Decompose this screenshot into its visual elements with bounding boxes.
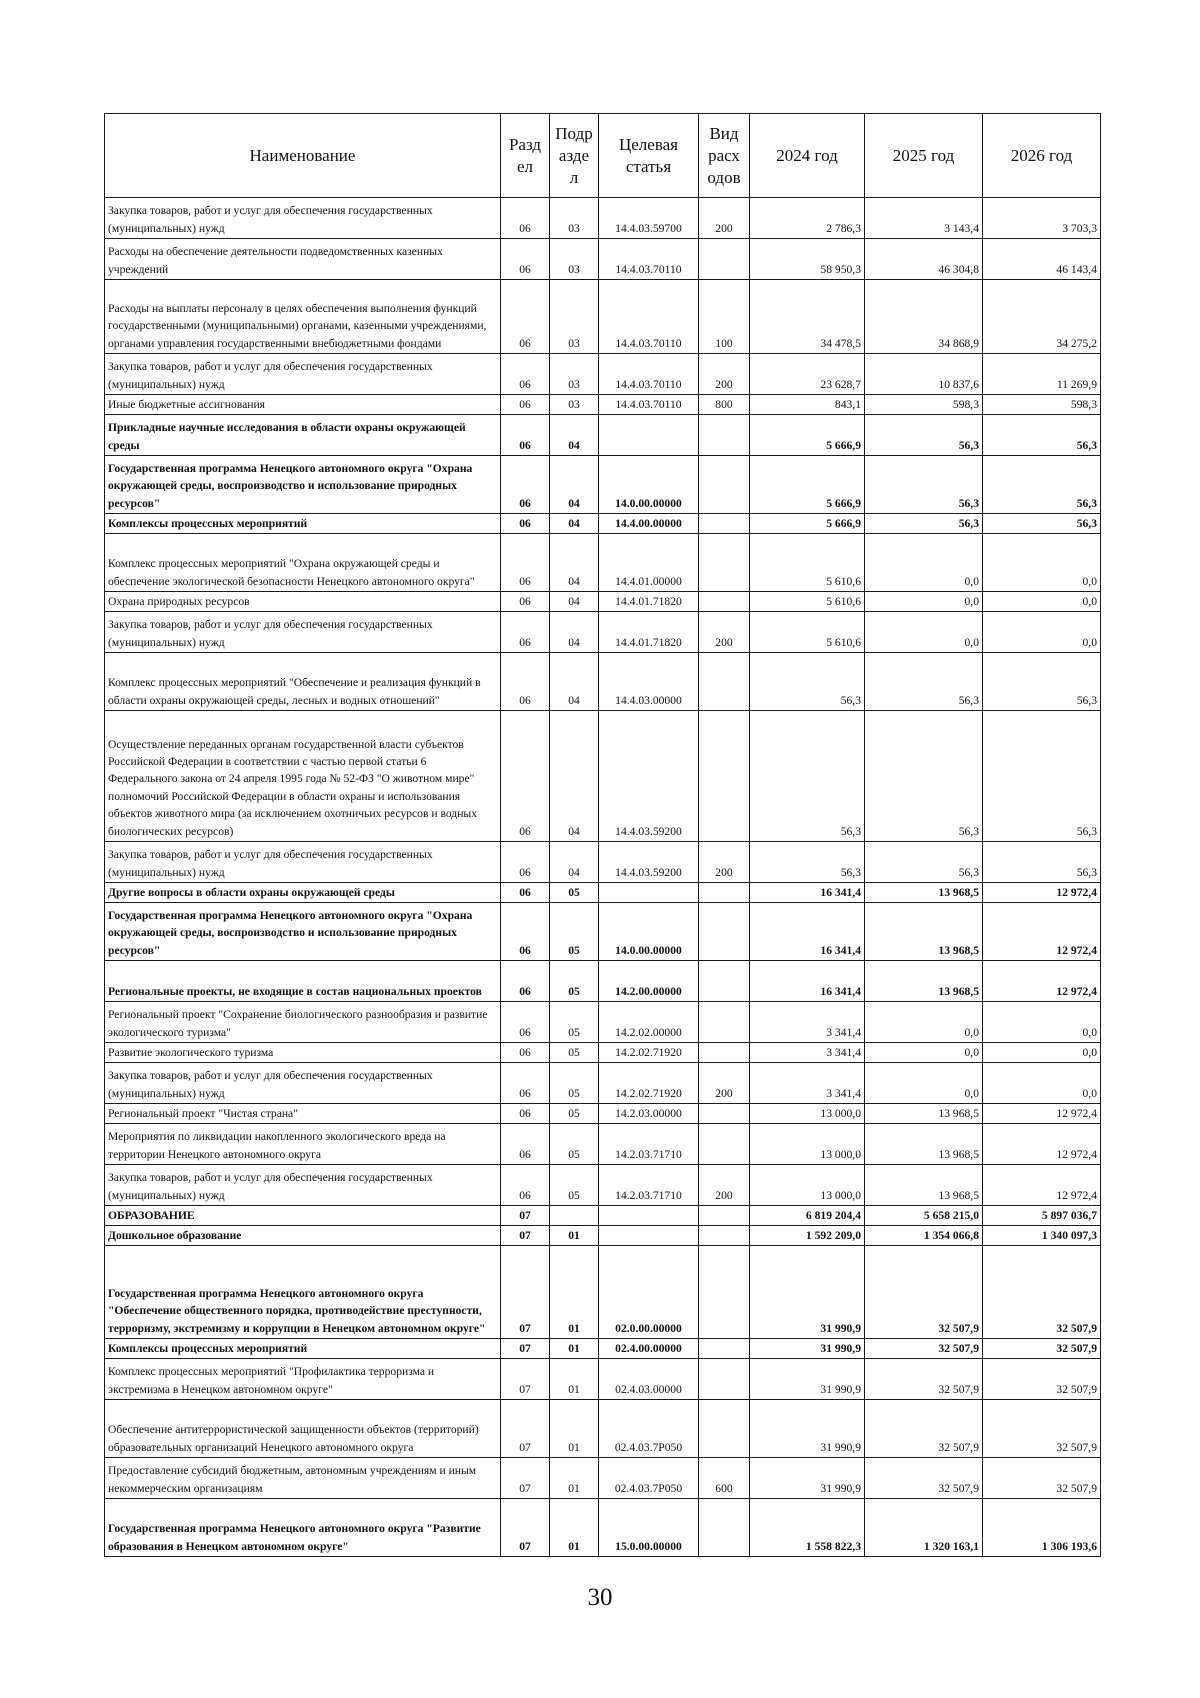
row-subsection: 01 — [550, 1359, 599, 1400]
row-section: 07 — [501, 1246, 550, 1339]
row-value-2024: 31 990,9 — [750, 1458, 865, 1499]
row-expense-type — [699, 1226, 750, 1246]
row-subsection — [550, 1206, 599, 1226]
row-value-2024: 3 341,4 — [750, 1043, 865, 1063]
row-expense-type — [699, 1206, 750, 1226]
row-target-item: 14.4.03.70110 — [599, 239, 699, 280]
row-value-2026: 1 306 193,6 — [983, 1499, 1101, 1557]
row-value-2024: 56,3 — [750, 842, 865, 883]
row-section: 06 — [501, 1002, 550, 1043]
row-value-2026: 56,3 — [983, 842, 1101, 883]
row-value-2024: 31 990,9 — [750, 1400, 865, 1458]
table-row — [105, 612, 1101, 653]
row-value-2026: 11 269,9 — [983, 354, 1101, 395]
row-value-2025: 1 320 163,1 — [865, 1499, 983, 1557]
row-section: 06 — [501, 883, 550, 903]
table-row — [105, 1104, 1101, 1124]
row-section: 06 — [501, 711, 550, 842]
row-value-2025: 0,0 — [865, 1002, 983, 1043]
row-target-item: 02.4.00.00000 — [599, 1339, 699, 1359]
row-section: 06 — [501, 1165, 550, 1206]
row-subsection: 04 — [550, 842, 599, 883]
row-expense-type — [699, 592, 750, 612]
row-target-item — [599, 883, 699, 903]
table-row — [105, 842, 1101, 883]
table-row — [105, 1165, 1101, 1206]
row-subsection: 03 — [550, 395, 599, 415]
row-value-2025: 56,3 — [865, 415, 983, 456]
row-section: 06 — [501, 903, 550, 961]
row-value-2026: 5 897 036,7 — [983, 1206, 1101, 1226]
row-name: Комплекс процессных мероприятий "Обеспечение и реализация функций в области охраны окружающей среды, лесных и водных отношений" — [105, 653, 501, 711]
header-2025: 2025 год — [865, 114, 983, 198]
row-subsection: 04 — [550, 592, 599, 612]
row-target-item — [599, 415, 699, 456]
table-row — [105, 198, 1101, 239]
row-value-2024: 5 666,9 — [750, 456, 865, 514]
row-target-item: 14.2.00.00000 — [599, 961, 699, 1002]
row-value-2026: 12 972,4 — [983, 1165, 1101, 1206]
header-subsection: Подр азде л — [550, 114, 599, 198]
row-value-2026: 0,0 — [983, 1043, 1101, 1063]
row-value-2025: 32 507,9 — [865, 1246, 983, 1339]
row-value-2026: 56,3 — [983, 514, 1101, 534]
row-value-2025: 13 968,5 — [865, 1104, 983, 1124]
table-row — [105, 280, 1101, 354]
header-expense-type: Вид расх одов — [699, 114, 750, 198]
row-value-2024: 5 610,6 — [750, 592, 865, 612]
table-row — [105, 653, 1101, 711]
row-expense-type: 200 — [699, 1063, 750, 1104]
row-value-2026: 56,3 — [983, 653, 1101, 711]
row-value-2024: 5 610,6 — [750, 534, 865, 592]
row-name: Закупка товаров, работ и услуг для обеспечения государственных (муниципальных) нужд — [105, 842, 501, 883]
row-expense-type: 200 — [699, 1165, 750, 1206]
row-value-2025: 5 658 215,0 — [865, 1206, 983, 1226]
table-row — [105, 1206, 1101, 1226]
row-target-item: 14.2.02.71920 — [599, 1063, 699, 1104]
row-value-2024: 3 341,4 — [750, 1002, 865, 1043]
row-target-item: 14.4.01.00000 — [599, 534, 699, 592]
row-target-item: 02.0.00.00000 — [599, 1246, 699, 1339]
row-value-2026: 12 972,4 — [983, 961, 1101, 1002]
row-section: 06 — [501, 239, 550, 280]
row-value-2024: 16 341,4 — [750, 903, 865, 961]
table-row — [105, 1002, 1101, 1043]
table-row — [105, 1246, 1101, 1339]
row-value-2026: 12 972,4 — [983, 883, 1101, 903]
table-row — [105, 456, 1101, 514]
row-target-item: 14.4.03.00000 — [599, 653, 699, 711]
row-name: Комплекс процессных мероприятий "Профилактика терроризма и экстремизма в Ненецком автономном округе" — [105, 1359, 501, 1400]
row-expense-type — [699, 711, 750, 842]
row-name: Другие вопросы в области охраны окружающей среды — [105, 883, 501, 903]
row-value-2025: 56,3 — [865, 653, 983, 711]
row-value-2026: 0,0 — [983, 1002, 1101, 1043]
row-subsection: 03 — [550, 280, 599, 354]
row-section: 06 — [501, 198, 550, 239]
row-section: 06 — [501, 653, 550, 711]
row-value-2024: 843,1 — [750, 395, 865, 415]
row-expense-type — [699, 961, 750, 1002]
row-value-2024: 2 786,3 — [750, 198, 865, 239]
row-subsection: 01 — [550, 1458, 599, 1499]
table-row — [105, 711, 1101, 842]
row-section: 06 — [501, 415, 550, 456]
row-name: Региональный проект "Сохранение биологического разнообразия и развитие экологического туризма" — [105, 1002, 501, 1043]
row-expense-type: 200 — [699, 612, 750, 653]
table-row — [105, 354, 1101, 395]
row-value-2026: 12 972,4 — [983, 1104, 1101, 1124]
row-expense-type — [699, 1499, 750, 1557]
row-value-2026: 34 275,2 — [983, 280, 1101, 354]
row-section: 06 — [501, 1063, 550, 1104]
budget-sheet — [104, 113, 1101, 1557]
row-expense-type: 200 — [699, 842, 750, 883]
row-subsection: 04 — [550, 711, 599, 842]
row-value-2024: 31 990,9 — [750, 1246, 865, 1339]
header-section: Разд ел — [501, 114, 550, 198]
row-subsection: 03 — [550, 239, 599, 280]
row-name: Закупка товаров, работ и услуг для обеспечения государственных (муниципальных) нужд — [105, 612, 501, 653]
row-expense-type — [699, 1246, 750, 1339]
row-value-2024: 31 990,9 — [750, 1339, 865, 1359]
row-expense-type: 800 — [699, 395, 750, 415]
row-value-2024: 6 819 204,4 — [750, 1206, 865, 1226]
row-value-2026: 0,0 — [983, 1063, 1101, 1104]
row-subsection: 04 — [550, 514, 599, 534]
row-value-2026: 32 507,9 — [983, 1458, 1101, 1499]
row-value-2024: 1 592 209,0 — [750, 1226, 865, 1246]
row-target-item: 14.2.03.71710 — [599, 1124, 699, 1165]
row-expense-type: 200 — [699, 354, 750, 395]
header-2026: 2026 год — [983, 114, 1101, 198]
row-value-2025: 32 507,9 — [865, 1359, 983, 1400]
row-section: 06 — [501, 612, 550, 653]
row-target-item: 14.4.03.59200 — [599, 711, 699, 842]
row-value-2026: 598,3 — [983, 395, 1101, 415]
row-name: Закупка товаров, работ и услуг для обеспечения государственных (муниципальных) нужд — [105, 354, 501, 395]
row-value-2024: 5 666,9 — [750, 514, 865, 534]
row-name: Региональные проекты, не входящие в состав национальных проектов — [105, 961, 501, 1002]
row-section: 06 — [501, 514, 550, 534]
row-value-2026: 0,0 — [983, 534, 1101, 592]
budget-table — [104, 113, 1101, 1557]
row-name: Охрана природных ресурсов — [105, 592, 501, 612]
row-subsection: 01 — [550, 1499, 599, 1557]
row-subsection: 01 — [550, 1339, 599, 1359]
row-expense-type — [699, 534, 750, 592]
row-name: Комплексы процессных мероприятий — [105, 514, 501, 534]
row-name: Развитие экологического туризма — [105, 1043, 501, 1063]
row-value-2025: 13 968,5 — [865, 903, 983, 961]
header-target-item: Целевая статья — [599, 114, 699, 198]
row-value-2025: 1 354 066,8 — [865, 1226, 983, 1246]
row-value-2026: 56,3 — [983, 711, 1101, 842]
row-name: Комплексы процессных мероприятий — [105, 1339, 501, 1359]
row-section: 07 — [501, 1359, 550, 1400]
row-target-item: 14.4.03.70110 — [599, 354, 699, 395]
row-target-item: 14.0.00.00000 — [599, 903, 699, 961]
row-subsection: 05 — [550, 883, 599, 903]
row-value-2026: 32 507,9 — [983, 1359, 1101, 1400]
row-subsection: 05 — [550, 961, 599, 1002]
row-value-2024: 3 341,4 — [750, 1063, 865, 1104]
row-section: 07 — [501, 1499, 550, 1557]
row-value-2026: 12 972,4 — [983, 1124, 1101, 1165]
row-value-2025: 0,0 — [865, 612, 983, 653]
table-row — [105, 883, 1101, 903]
row-value-2025: 13 968,5 — [865, 1165, 983, 1206]
row-value-2026: 32 507,9 — [983, 1339, 1101, 1359]
table-row — [105, 534, 1101, 592]
row-name: Расходы на выплаты персоналу в целях обеспечения выполнения функций государственными (муниципальными) органами, казенными учреждениями, органами управления государственными внебюджетными фондами — [105, 280, 501, 354]
row-section: 07 — [501, 1339, 550, 1359]
row-value-2025: 56,3 — [865, 842, 983, 883]
table-row — [105, 1124, 1101, 1165]
row-value-2025: 0,0 — [865, 1043, 983, 1063]
row-subsection: 05 — [550, 1104, 599, 1124]
row-value-2024: 16 341,4 — [750, 883, 865, 903]
row-expense-type — [699, 1359, 750, 1400]
row-value-2026: 0,0 — [983, 592, 1101, 612]
row-value-2026: 1 340 097,3 — [983, 1226, 1101, 1246]
row-value-2024: 5 610,6 — [750, 612, 865, 653]
row-name: Закупка товаров, работ и услуг для обеспечения государственных (муниципальных) нужд — [105, 198, 501, 239]
row-value-2026: 12 972,4 — [983, 903, 1101, 961]
row-value-2024: 1 558 822,3 — [750, 1499, 865, 1557]
row-value-2025: 10 837,6 — [865, 354, 983, 395]
row-expense-type — [699, 1339, 750, 1359]
row-expense-type: 600 — [699, 1458, 750, 1499]
row-expense-type — [699, 1002, 750, 1043]
row-target-item: 14.4.03.70110 — [599, 395, 699, 415]
row-value-2025: 13 968,5 — [865, 1124, 983, 1165]
row-expense-type — [699, 903, 750, 961]
table-row — [105, 1339, 1101, 1359]
row-value-2024: 13 000,0 — [750, 1104, 865, 1124]
row-value-2025: 32 507,9 — [865, 1458, 983, 1499]
row-target-item: 14.4.03.59700 — [599, 198, 699, 239]
row-section: 07 — [501, 1226, 550, 1246]
row-value-2026: 3 703,3 — [983, 198, 1101, 239]
row-name: Мероприятия по ликвидации накопленного экологического вреда на территории Ненецкого автономного округа — [105, 1124, 501, 1165]
row-value-2024: 56,3 — [750, 653, 865, 711]
row-value-2025: 13 968,5 — [865, 883, 983, 903]
row-value-2025: 0,0 — [865, 534, 983, 592]
row-name: Государственная программа Ненецкого автономного округа "Обеспечение общественного порядка, противодействие преступности, терроризму, экстремизму и коррупции в Ненецком автономном округе" — [105, 1246, 501, 1339]
row-section: 06 — [501, 354, 550, 395]
row-value-2024: 23 628,7 — [750, 354, 865, 395]
row-value-2025: 56,3 — [865, 514, 983, 534]
row-value-2024: 13 000,0 — [750, 1124, 865, 1165]
row-name: Государственная программа Ненецкого автономного округа "Развитие образования в Ненецком автономном округе" — [105, 1499, 501, 1557]
row-subsection: 03 — [550, 198, 599, 239]
row-section: 06 — [501, 842, 550, 883]
table-row — [105, 395, 1101, 415]
row-target-item: 14.2.02.71920 — [599, 1043, 699, 1063]
row-name: Комплекс процессных мероприятий "Охрана окружающей среды и обеспечение экологической безопасности Ненецкого автономного округа" — [105, 534, 501, 592]
row-name: Расходы на обеспечение деятельности подведомственных казенных учреждений — [105, 239, 501, 280]
row-subsection: 05 — [550, 1124, 599, 1165]
row-value-2025: 0,0 — [865, 1063, 983, 1104]
row-target-item: 15.0.00.00000 — [599, 1499, 699, 1557]
row-subsection: 05 — [550, 1165, 599, 1206]
row-subsection: 05 — [550, 1002, 599, 1043]
row-name: Государственная программа Ненецкого автономного округа "Охрана окружающей среды, воспроизводство и использование природных ресурсов" — [105, 903, 501, 961]
row-subsection: 05 — [550, 1063, 599, 1104]
row-value-2026: 32 507,9 — [983, 1246, 1101, 1339]
table-row — [105, 903, 1101, 961]
row-value-2026: 32 507,9 — [983, 1400, 1101, 1458]
row-value-2025: 3 143,4 — [865, 198, 983, 239]
row-target-item: 14.2.02.00000 — [599, 1002, 699, 1043]
row-subsection: 04 — [550, 456, 599, 514]
row-section: 06 — [501, 592, 550, 612]
table-row — [105, 1359, 1101, 1400]
row-target-item: 14.2.03.00000 — [599, 1104, 699, 1124]
row-value-2025: 0,0 — [865, 592, 983, 612]
row-value-2025: 598,3 — [865, 395, 983, 415]
row-name: Дошкольное образование — [105, 1226, 501, 1246]
row-subsection: 04 — [550, 653, 599, 711]
row-expense-type — [699, 456, 750, 514]
row-expense-type — [699, 514, 750, 534]
row-subsection: 01 — [550, 1226, 599, 1246]
page-number: 30 — [587, 1584, 613, 1611]
row-value-2024: 16 341,4 — [750, 961, 865, 1002]
table-row — [105, 1043, 1101, 1063]
row-expense-type — [699, 653, 750, 711]
row-subsection: 04 — [550, 534, 599, 592]
row-value-2025: 32 507,9 — [865, 1339, 983, 1359]
row-target-item — [599, 1206, 699, 1226]
row-name: Обеспечение антитеррористической защищенности объектов (территорий) образовательных организаций Ненецкого автономного округа — [105, 1400, 501, 1458]
row-name: Осуществление переданных органам государственной власти субъектов Российской Федерации в соответствии с частью первой статьи 6 Федерального закона от 24 апреля 1995 года № 52-ФЗ "О животном мире" полномочий Российской Федерации в области охраны и использования объектов животного мира (за исключением охотничьих ресурсов и водных биологических ресурсов) — [105, 711, 501, 842]
row-value-2025: 56,3 — [865, 711, 983, 842]
row-target-item: 14.4.00.00000 — [599, 514, 699, 534]
table-row — [105, 1226, 1101, 1246]
row-name: Иные бюджетные ассигнования — [105, 395, 501, 415]
row-name: Закупка товаров, работ и услуг для обеспечения государственных (муниципальных) нужд — [105, 1063, 501, 1104]
row-subsection: 01 — [550, 1246, 599, 1339]
row-target-item: 14.4.03.59200 — [599, 842, 699, 883]
row-value-2025: 46 304,8 — [865, 239, 983, 280]
table-row — [105, 1458, 1101, 1499]
row-value-2024: 56,3 — [750, 711, 865, 842]
table-row — [105, 514, 1101, 534]
row-subsection: 04 — [550, 612, 599, 653]
row-subsection: 04 — [550, 415, 599, 456]
row-expense-type — [699, 1400, 750, 1458]
row-name: ОБРАЗОВАНИЕ — [105, 1206, 501, 1226]
table-row — [105, 1400, 1101, 1458]
row-subsection: 03 — [550, 354, 599, 395]
table-row — [105, 1499, 1101, 1557]
row-target-item: 02.4.03.00000 — [599, 1359, 699, 1400]
row-expense-type — [699, 883, 750, 903]
row-target-item — [599, 1226, 699, 1246]
row-target-item: 14.0.00.00000 — [599, 456, 699, 514]
row-value-2025: 13 968,5 — [865, 961, 983, 1002]
row-value-2026: 56,3 — [983, 415, 1101, 456]
row-value-2026: 46 143,4 — [983, 239, 1101, 280]
row-subsection: 05 — [550, 903, 599, 961]
table-body — [105, 198, 1101, 1557]
row-section: 06 — [501, 534, 550, 592]
row-section: 06 — [501, 456, 550, 514]
table-header-row — [105, 114, 1101, 198]
row-section: 06 — [501, 1104, 550, 1124]
header-name: Наименование — [105, 114, 501, 198]
row-expense-type — [699, 1043, 750, 1063]
row-section: 07 — [501, 1400, 550, 1458]
table-row — [105, 592, 1101, 612]
row-section: 06 — [501, 961, 550, 1002]
row-target-item: 14.4.03.70110 — [599, 280, 699, 354]
row-expense-type — [699, 1104, 750, 1124]
table-row — [105, 415, 1101, 456]
row-name: Закупка товаров, работ и услуг для обеспечения государственных (муниципальных) нужд — [105, 1165, 501, 1206]
row-expense-type — [699, 239, 750, 280]
row-name: Предоставление субсидий бюджетным, автономным учреждениям и иным некоммерческим организациям — [105, 1458, 501, 1499]
row-value-2025: 56,3 — [865, 456, 983, 514]
row-target-item: 02.4.03.7Р050 — [599, 1400, 699, 1458]
row-value-2026: 0,0 — [983, 612, 1101, 653]
row-section: 06 — [501, 1124, 550, 1165]
row-target-item: 14.2.03.71710 — [599, 1165, 699, 1206]
row-expense-type — [699, 415, 750, 456]
row-value-2024: 31 990,9 — [750, 1359, 865, 1400]
row-value-2026: 56,3 — [983, 456, 1101, 514]
row-name: Государственная программа Ненецкого автономного округа "Охрана окружающей среды, воспроизводство и использование природных ресурсов" — [105, 456, 501, 514]
row-subsection: 05 — [550, 1043, 599, 1063]
row-value-2024: 5 666,9 — [750, 415, 865, 456]
row-section: 06 — [501, 1043, 550, 1063]
row-value-2024: 13 000,0 — [750, 1165, 865, 1206]
row-section: 07 — [501, 1458, 550, 1499]
row-target-item: 14.4.01.71820 — [599, 592, 699, 612]
row-target-item: 02.4.03.7Р050 — [599, 1458, 699, 1499]
row-value-2025: 32 507,9 — [865, 1400, 983, 1458]
header-2024: 2024 год — [750, 114, 865, 198]
row-value-2025: 34 868,9 — [865, 280, 983, 354]
row-value-2024: 58 950,3 — [750, 239, 865, 280]
row-name: Региональный проект "Чистая страна" — [105, 1104, 501, 1124]
row-section: 07 — [501, 1206, 550, 1226]
row-expense-type: 200 — [699, 198, 750, 239]
row-target-item: 14.4.01.71820 — [599, 612, 699, 653]
row-value-2024: 34 478,5 — [750, 280, 865, 354]
row-expense-type: 100 — [699, 280, 750, 354]
row-expense-type — [699, 1124, 750, 1165]
row-section: 06 — [501, 395, 550, 415]
row-name: Прикладные научные исследования в области охраны окружающей среды — [105, 415, 501, 456]
table-row — [105, 239, 1101, 280]
table-row — [105, 961, 1101, 1002]
table-row — [105, 1063, 1101, 1104]
row-subsection: 01 — [550, 1400, 599, 1458]
row-section: 06 — [501, 280, 550, 354]
